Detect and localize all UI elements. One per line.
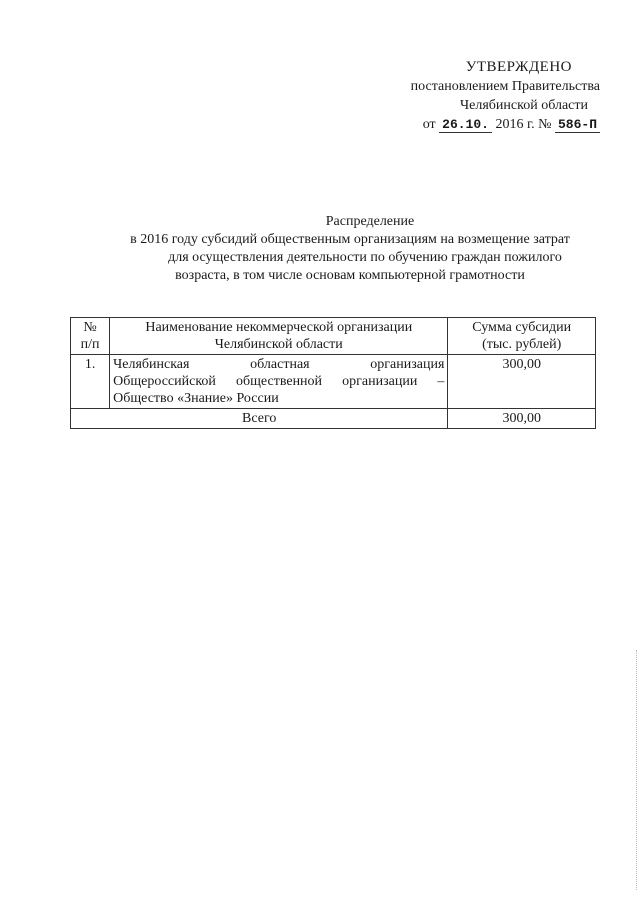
header-organization: [110, 318, 448, 355]
year-suffix: 2016 г. №: [495, 117, 552, 132]
date-value: 26.10.: [439, 117, 492, 133]
table-header-row: [71, 318, 596, 355]
approval-title: УТВЕРЖДЕНО: [465, 59, 572, 75]
scan-margin-line: [636, 650, 638, 890]
row-organization: [110, 355, 448, 409]
total-label: Всего: [71, 409, 448, 429]
header-number-line1: №: [83, 320, 97, 335]
document-title: Распределение: [325, 214, 415, 229]
header-number-line2: п/п: [80, 337, 100, 352]
heading-line-4: возраста, в том числе основам компьютерной грамотности: [175, 268, 525, 283]
header-subsidy-line2: (тыс. рублей): [482, 337, 562, 352]
approval-issuer: постановлением Правительства: [410, 79, 600, 94]
header-subsidy-line1: Сумма субсидии: [472, 320, 572, 335]
approval-date-row: [370, 115, 600, 134]
distribution-table: [70, 317, 596, 429]
row-organization-line3: Общество «Знание» России: [113, 391, 279, 406]
row-organization-line2: Общероссийской общественной организации –: [113, 374, 445, 389]
header-organization-line2: Челябинской области: [214, 337, 343, 352]
table-row: [71, 355, 596, 409]
approval-region: Челябинской области: [460, 98, 588, 113]
header-number: [71, 318, 110, 355]
heading-line-2: в 2016 году субсидий общественным организациям на возмещение затрат: [130, 232, 570, 247]
heading-line-3: для осуществления деятельности по обучению граждан пожилого: [168, 250, 562, 265]
row-number: 1.: [71, 355, 110, 409]
row-subsidy: 300,00: [448, 355, 596, 409]
date-prefix: от: [422, 117, 436, 132]
resolution-number: 586-П: [555, 117, 600, 133]
row-organization-line1: Челябинская областная организация: [113, 357, 445, 372]
total-row: [71, 409, 596, 429]
approval-block: [370, 58, 600, 134]
header-subsidy: [448, 318, 596, 355]
total-subsidy: 300,00: [448, 409, 596, 429]
header-organization-line1: Наименование некоммерческой организации: [145, 320, 413, 335]
document-heading: [100, 213, 600, 285]
